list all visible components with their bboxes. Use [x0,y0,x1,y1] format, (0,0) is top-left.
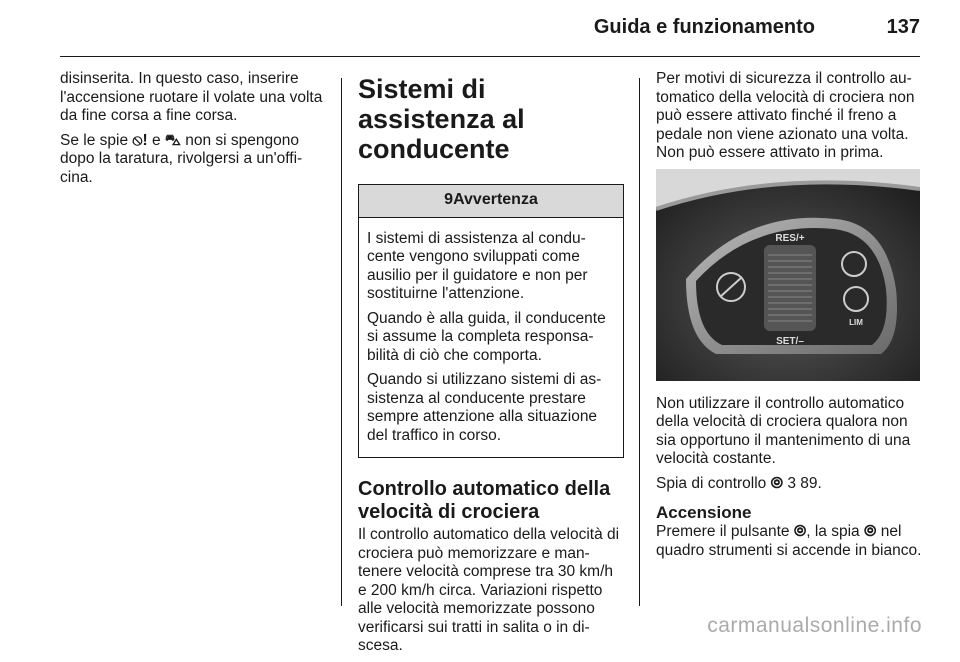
esc-warning-icon: ⦸! [132,131,148,149]
column-middle [358,74,624,662]
cruise-indicator-icon: ⦾ [863,523,877,540]
res-label: RES/+ [775,232,805,244]
text-fragment: Premere il pulsante [656,523,794,540]
paragraph-switch-on [656,523,924,560]
warning-body [359,218,623,458]
text-fragment: , la spia [806,523,864,540]
warning-paragraph: I sistemi di assistenza al condu-cente vengono sviluppati come ausilio per il guidatore e non per sostituirne l'attenzione. [367,229,588,302]
text-fragment: Spia di controllo [656,474,771,492]
set-label: SET/– [776,335,804,347]
paragraph-warning-lights [60,132,326,188]
warning-paragraph: Quando si utilizzano sistemi di as-sistenza al conducente prestare sempre attenzione alla situazione del traffico in corso. [367,371,602,444]
warning-header [359,185,623,218]
text-fragment: e [147,131,165,149]
warning-paragraph: Quando è alla guida, il conducente si assume la completa responsa-bilità di ciò che comporta. [367,309,606,364]
warning-label: Avvertenza [453,191,538,208]
section-title: Sistemi di assistenza al conducente [358,74,525,164]
paragraph-cruise-control: Il controllo automatico della velocità di crociera può memorizzare e man-tenere velocità comprese tra 30 km/h e 200 km/h circa. Variazioni rispetto alle velocità memorizzate possono verificarsi sui tratti in salita o in di-scesa. [358,526,620,654]
lim-label: LIM [849,317,863,327]
warning-triangle-icon: 9 [444,191,454,208]
column-divider-2 [639,78,640,606]
header-rule [60,56,920,57]
paragraph-usage: Non utilizzare il controllo automatico della velocità di crociera qualora non sia opportuno il mantenimento di una velocità costante. [656,394,911,467]
text-fragment: non si spengono dopo la taratura, rivolgersi a un'offi-cina. [60,131,303,186]
column-divider-1 [341,78,342,606]
paragraph-continuation: disinserita. In questo caso, inserire l'accensione ruotare il volate una volta da fine corsa a fine corsa. [60,70,323,124]
steering-wheel-controls-photo [656,169,920,381]
watermark: carmanualsonline.info [707,614,922,637]
header-title: Guida e funzionamento [593,16,815,38]
paragraph-indicator [656,475,924,494]
page-number: 137 [886,16,920,38]
cruise-button-icon: ⦾ [793,523,807,540]
text-fragment: Se le spie [60,131,133,149]
page-reference: 3 89. [787,474,822,492]
warning-box [358,184,624,458]
cruise-indicator-icon: ⦾ [770,474,783,492]
subsection-title: Controllo automatico della velocità di crociera [358,478,611,523]
column-right [656,70,924,566]
text-fragment: nel quadro strumenti si accende in bianco. [656,523,922,559]
paragraph-safety: Per motivi di sicurezza il controllo au-tomatico della velocità di crociera non può essere attivato finché il freno a pedale non viene azionato una volta. Non può essere attivato in prima. [656,70,915,161]
column-left [60,70,326,193]
traction-icon: ⛍ [164,131,181,149]
subsection-title-switch-on: Accensione [656,503,752,522]
